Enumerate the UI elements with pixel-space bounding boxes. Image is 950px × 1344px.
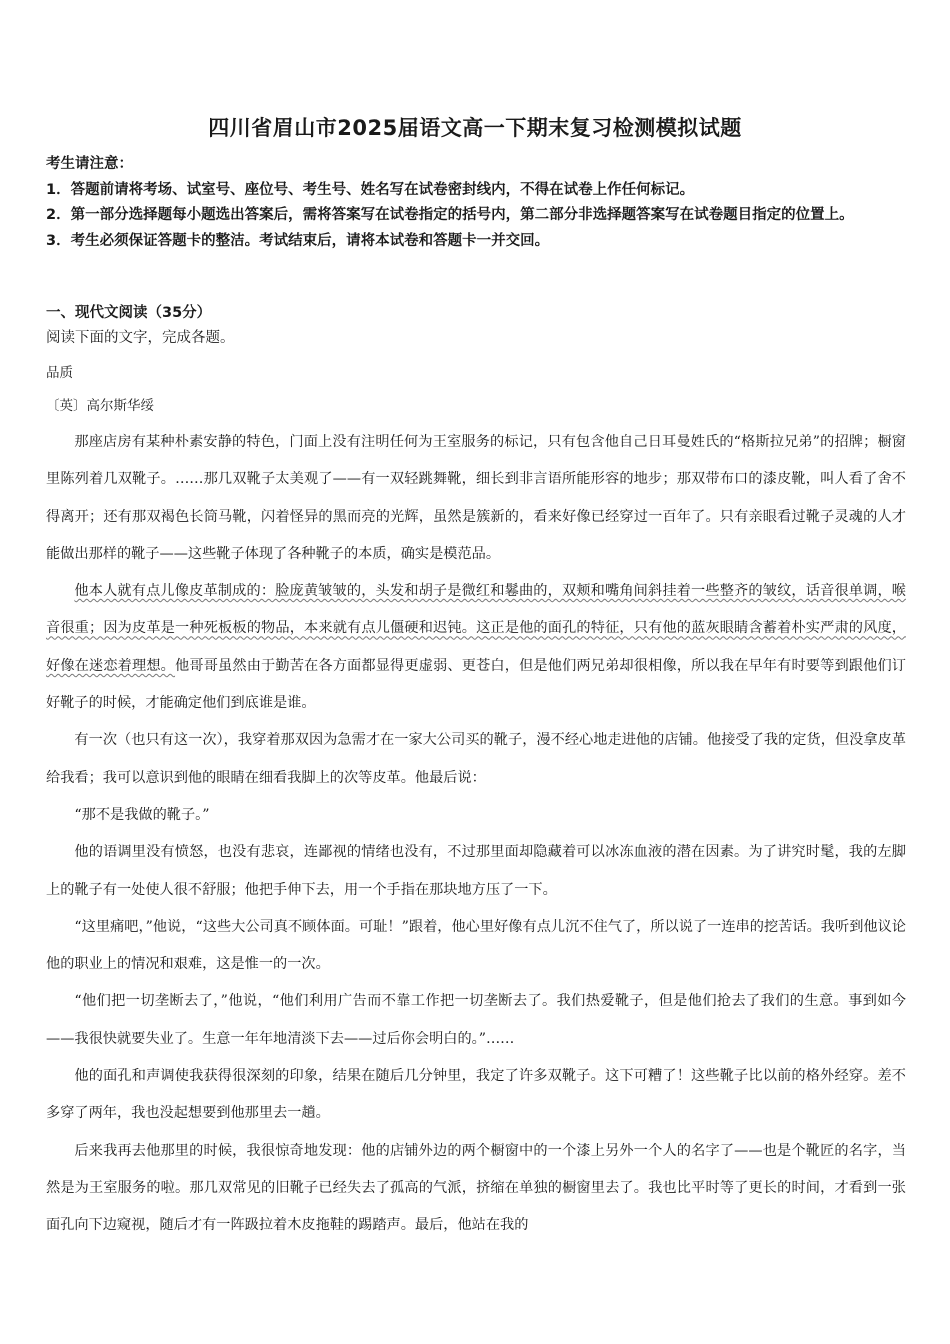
exam-title: 四川省眉山市2025届语文高一下期末复习检测模拟试题 — [208, 116, 742, 140]
article-paragraph: “那不是我做的靴子。” — [74, 806, 210, 823]
article-paragraph: “这里痛吧，”他说，“这些大公司真不顾体面。可耻！”跟着，他心里好像有点儿沉不住气了，所以说了一连串的挖苦话。我听到他议论他的职业上的情况和艰难，这是惟一的一次。 — [46, 918, 906, 973]
article-paragraph: 他的语调里没有愤怒，也没有悲哀，连鄙视的情绪也没有，不过那里面却隐藏着可以冰冻血液的潜在因素。为了讲究时髦，我的左脚上的靴子有一处使人很不舒服；他把手伸下去，用一个手指在那块地方压了一下。 — [46, 844, 906, 898]
article-author: 〔英〕高尔斯华绥 — [46, 398, 154, 414]
article-paragraph: 后来我再去他那里的时候，我很惊奇地发现：他的店铺外边的两个橱窗中的一个漆上另外一个人的名字了——也是个靴匠的名字，当然是为王室服务的啦。那几双常见的旧靴子已经失去了孤高的气派，挤缩在单独的橱窗里去了。我也比平时等了更长的时间，才看到一张面孔向下边窥视，随后才有一阵趿拉着木皮拖鞋的踢踏声。最后，他站在我的 — [46, 1142, 906, 1234]
notice-item: 2．第一部分选择题每小题选出答案后，需将答案写在试卷指定的括号内，第二部分非选择题答案写在试卷题目指定的位置上。 — [46, 207, 854, 223]
candidate-notice — [46, 152, 906, 254]
article-paragraph: 那座店房有某种朴素安静的特色，门面上没有注明任何为王室服务的标记，只有包含他自己日耳曼姓氏的“格斯拉兄弟”的招牌；橱窗里陈列着几双靴子。……那几双靴子太美观了——有一双轻跳舞靴，细长到非言语所能形容的地步；那双带布口的漆皮靴，叫人看了舍不得离开；还有那双褐色长筒马靴，闪着怪异的黑而亮的光辉，虽然是簇新的，看来好像已经穿过一百年了。只有亲眼看过靴子灵魂的人才能做出那样的靴子——这些靴子体现了各种靴子的本质，确实是模范品。 — [46, 434, 906, 562]
notice-item: 3．考生必须保证答题卡的整洁。考试结束后，请将本试卷和答题卡一并交回。 — [46, 232, 550, 249]
article-body — [46, 424, 906, 1245]
article-paragraph — [46, 573, 906, 722]
article-paragraph: 有一次（也只有这一次），我穿着那双因为急需才在一家大公司买的靴子，漫不经心地走进他的店铺。他接受了我的定货，但没拿皮革给我看；我可以意识到他的眼睛在细看我脚上的次等皮革。他最后说： — [46, 732, 906, 786]
article-paragraph: 他的面孔和声调使我获得很深刻的印象，结果在随后几分钟里，我定了许多双靴子。这下可糟了！这些靴子比以前的格外经穿。差不多穿了两年，我也没起想要到他那里去一趟。 — [46, 1068, 906, 1122]
article-title: 品质 — [46, 365, 73, 381]
reading-instruction: 阅读下面的文字，完成各题。 — [46, 330, 235, 346]
underlined-passage: 他本人就有点儿像皮革制成的：脸庞黄皱皱的，头发和胡子是微红和鬈曲的，双颊和嘴角间斜挂着一些整齐的皱纹，话音很单调，喉音很重；因为皮革是一种死板板的物品，本来就有点儿僵硬和迟钝。这正是他的面孔的特征，只有他的蓝灰眼睛含蓄着朴实严肃的风度，好像在迷恋着理想。 — [46, 583, 906, 674]
section-heading: 一、现代文阅读（35分） — [46, 305, 212, 321]
paragraph-continuation: 他哥哥虽然由于勤苦在各方面都显得更虚弱、更苍白，但是他们两兄弟却很相像，所以我在早年有时要等到跟他们订好靴子的时候，才能确定他们到底谁是谁。 — [46, 657, 906, 712]
notice-heading: 考生请注意： — [46, 156, 133, 172]
article-paragraph: “他们把一切垄断去了，”他说，“他们利用广告而不靠工作把一切垄断去了。我们热爱靴子，但是他们抢去了我们的生意。事到如今——我很快就要失业了。生意一年年地清淡下去——过后你会明白的。”…… — [46, 993, 906, 1047]
notice-item: 1．答题前请将考场、试室号、座位号、考生号、姓名写在试卷密封线内，不得在试卷上作任何标记。 — [46, 181, 695, 198]
